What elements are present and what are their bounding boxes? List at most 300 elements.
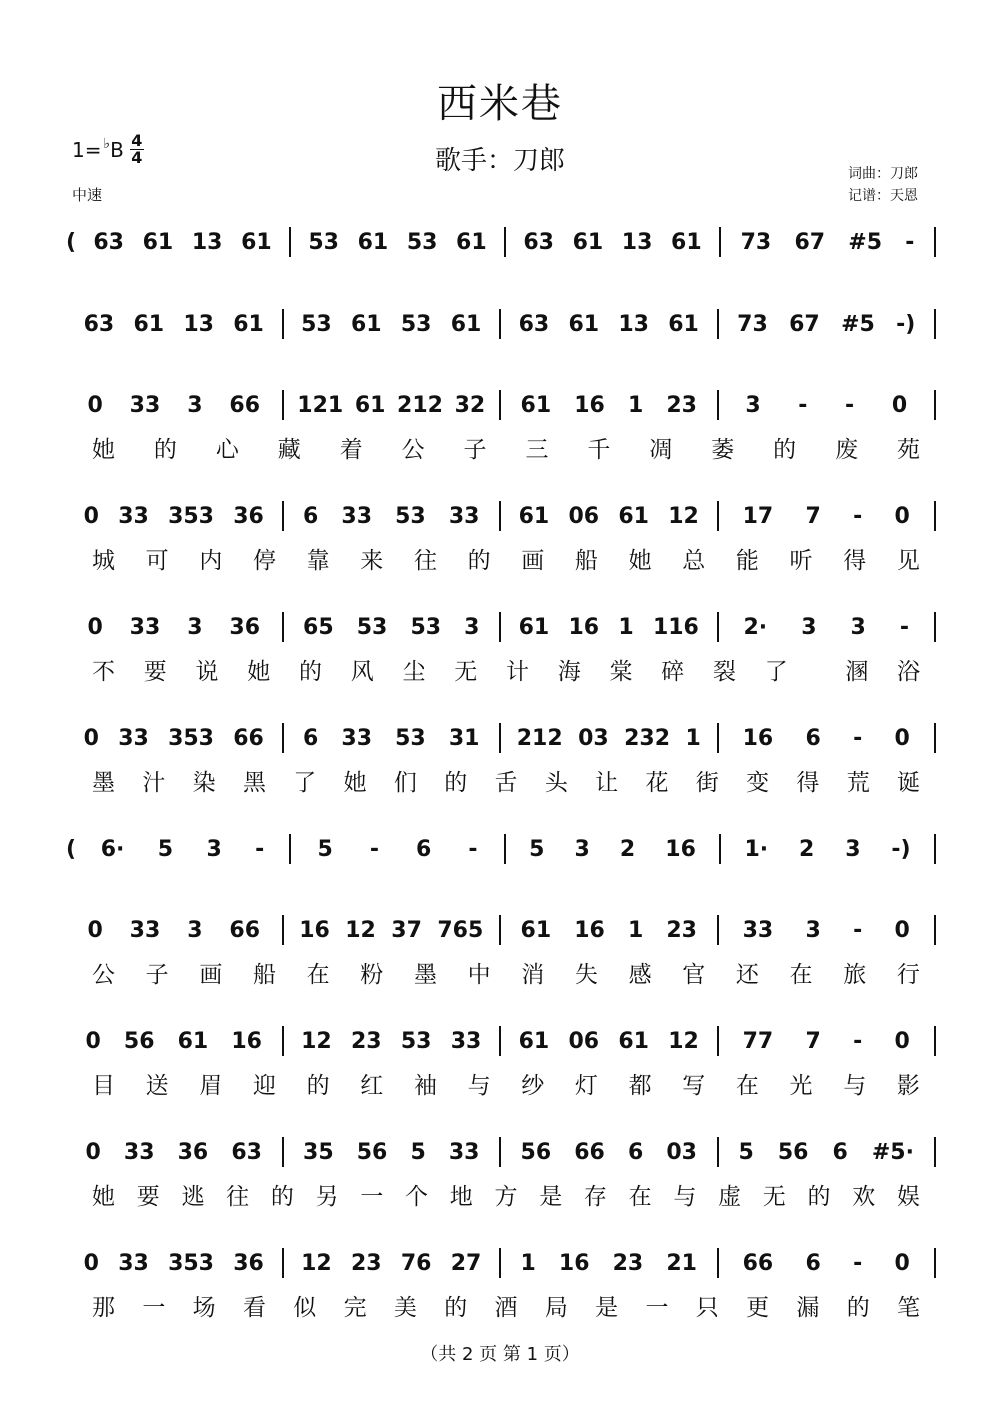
note-group: 7 bbox=[805, 503, 821, 529]
note-group: 53 bbox=[400, 1028, 432, 1054]
note-group: 77 bbox=[742, 1028, 774, 1054]
measure bbox=[501, 304, 717, 344]
lyric-char: 墨 bbox=[92, 770, 115, 796]
note-group: 65 bbox=[303, 614, 334, 640]
lyric-char: 的 bbox=[270, 1184, 294, 1210]
note-group: -) bbox=[896, 311, 916, 337]
key-note: B bbox=[110, 137, 124, 162]
note-group: 13 bbox=[191, 229, 223, 255]
note-group: 6 bbox=[805, 1250, 821, 1276]
note-group: 66 bbox=[574, 1139, 605, 1165]
note-group: 03 bbox=[578, 725, 609, 751]
note-group: 63 bbox=[518, 311, 550, 337]
lyric-char: 听 bbox=[789, 548, 813, 574]
note-group: - bbox=[853, 725, 863, 751]
note-group: 61 bbox=[618, 503, 649, 529]
lyric-char: 个 bbox=[405, 1184, 429, 1210]
note-group: 121 bbox=[297, 392, 344, 418]
flat-sign: ♭ bbox=[103, 135, 111, 152]
lyric-char: 苑 bbox=[896, 437, 920, 463]
barline bbox=[934, 612, 936, 642]
lyric-char: 她 bbox=[343, 770, 367, 796]
note-group: 1 bbox=[685, 725, 701, 751]
barline bbox=[934, 227, 936, 257]
measure bbox=[506, 222, 719, 262]
measure bbox=[719, 1021, 935, 1061]
lyric-char: 官 bbox=[682, 962, 706, 988]
lyric-char: 中 bbox=[467, 962, 491, 988]
measure bbox=[501, 385, 717, 425]
notes-line bbox=[66, 718, 936, 758]
measure bbox=[719, 496, 935, 536]
note-group: 16 bbox=[299, 917, 330, 943]
notes-line bbox=[66, 910, 936, 950]
lyric-char: 往 bbox=[226, 1184, 250, 1210]
note-group: 35 bbox=[303, 1139, 334, 1165]
note-group: 212 bbox=[516, 725, 563, 751]
note-group: 33 bbox=[450, 1028, 482, 1054]
lyric-char: 另 bbox=[315, 1184, 339, 1210]
lyric-char: 笔 bbox=[897, 1295, 920, 1321]
note-group: 765 bbox=[437, 917, 484, 943]
note-group: 3 bbox=[574, 836, 590, 862]
lyric-char: 棠 bbox=[609, 659, 633, 685]
lyric-char: 的 bbox=[773, 437, 797, 463]
note-group: 12 bbox=[345, 917, 376, 943]
note-group: 53 bbox=[400, 311, 432, 337]
lyric-char: 更 bbox=[746, 1295, 770, 1321]
measure bbox=[291, 222, 504, 262]
note-group: 06 bbox=[568, 503, 600, 529]
note-group: 61 bbox=[241, 229, 272, 255]
note-group: 12 bbox=[668, 1028, 699, 1054]
lyric-char: 一 bbox=[645, 1295, 669, 1321]
note-group: 53 bbox=[410, 614, 442, 640]
lyric-char: 美 bbox=[393, 1295, 417, 1321]
lyric-char: 见 bbox=[896, 548, 920, 574]
note-group: 73 bbox=[737, 311, 768, 337]
lyric-char: 似 bbox=[293, 1295, 317, 1321]
score-system bbox=[0, 1021, 1000, 1061]
note-group: 3 bbox=[850, 614, 866, 640]
note-group: 61 bbox=[351, 311, 382, 337]
lyric-char: 的 bbox=[153, 437, 177, 463]
barline bbox=[934, 501, 936, 531]
lyric-char: 船 bbox=[574, 548, 598, 574]
measure bbox=[66, 1243, 282, 1283]
note-group: -) bbox=[891, 836, 911, 862]
lyric-char: 的 bbox=[444, 1295, 468, 1321]
note-group: 33 bbox=[448, 1139, 480, 1165]
note-group: 37 bbox=[391, 917, 422, 943]
lyric-char: 头 bbox=[544, 770, 568, 796]
lyric-char: 只 bbox=[695, 1295, 719, 1321]
lyrics-line bbox=[92, 1178, 920, 1210]
lyric-char: 停 bbox=[252, 548, 276, 574]
lyric-char: 废 bbox=[835, 437, 859, 463]
meter-top: 4 bbox=[131, 131, 143, 150]
measure bbox=[719, 1132, 935, 1172]
note-group: 36 bbox=[233, 503, 264, 529]
lyric-char: 虚 bbox=[718, 1184, 742, 1210]
note-group: 56 bbox=[520, 1139, 552, 1165]
lyric-char: 感 bbox=[628, 962, 652, 988]
note-group: 16 bbox=[665, 836, 696, 862]
note-group: 6 bbox=[627, 1139, 644, 1165]
lyrics-line bbox=[92, 956, 920, 988]
lyric-char: 舌 bbox=[494, 770, 518, 796]
note-group: 63 bbox=[83, 311, 115, 337]
note-group: 0 bbox=[894, 1028, 910, 1054]
meter-bottom: 4 bbox=[131, 148, 143, 167]
lyric-char: 海 bbox=[557, 659, 581, 685]
lyric-char: 画 bbox=[521, 548, 545, 574]
note-group: 6 bbox=[416, 836, 432, 862]
note-group: 12 bbox=[668, 503, 699, 529]
measure bbox=[66, 496, 282, 536]
lyric-char: 目 bbox=[92, 1073, 115, 1099]
measure bbox=[721, 829, 934, 869]
lyric-char: 城 bbox=[92, 548, 115, 574]
note-group: 36 bbox=[229, 614, 261, 640]
note-group: 67 bbox=[789, 311, 820, 337]
note-group: 33 bbox=[118, 1250, 149, 1276]
lyric-char: 碎 bbox=[661, 659, 685, 685]
barline bbox=[934, 834, 936, 864]
score-system bbox=[0, 607, 1000, 647]
note-group: 16 bbox=[231, 1028, 262, 1054]
note-group: 2 bbox=[799, 836, 815, 862]
measure bbox=[66, 385, 282, 425]
lyric-char: 逃 bbox=[181, 1184, 205, 1210]
lyric-char: 在 bbox=[789, 962, 813, 988]
note-group: 73 bbox=[740, 229, 772, 255]
notes-line bbox=[66, 1021, 936, 1061]
note-group: 0 bbox=[83, 725, 99, 751]
lyric-char: 行 bbox=[896, 962, 920, 988]
measure bbox=[721, 222, 934, 262]
note-group: 3 bbox=[464, 614, 480, 640]
note-group: 353 bbox=[168, 1250, 214, 1276]
measure bbox=[284, 1243, 500, 1283]
lyric-char: 子 bbox=[145, 962, 169, 988]
note-group: - bbox=[369, 836, 380, 862]
lyric-char: 她 bbox=[247, 659, 271, 685]
note-group: 33 bbox=[129, 917, 161, 943]
lyric-char: 染 bbox=[192, 770, 216, 796]
lyric-char: 袖 bbox=[413, 1073, 437, 1099]
note-group: 76 bbox=[400, 1250, 432, 1276]
lyric-char: 可 bbox=[145, 548, 169, 574]
lyric-char: 来 bbox=[360, 548, 384, 574]
lyric-char: 她 bbox=[92, 437, 115, 463]
note-group: 66 bbox=[229, 917, 261, 943]
notes-line bbox=[66, 829, 936, 869]
note-group: 232 bbox=[624, 725, 671, 751]
note-group: 0 bbox=[87, 614, 103, 640]
note-group: 53 bbox=[356, 614, 388, 640]
note-group: 5 bbox=[157, 836, 174, 862]
lyric-char: 地 bbox=[449, 1184, 473, 1210]
note-group: 1 bbox=[618, 614, 634, 640]
lyric-char: 无 bbox=[762, 1184, 786, 1210]
measure bbox=[284, 1021, 500, 1061]
lyric-char: 方 bbox=[494, 1184, 518, 1210]
note-group: 0 bbox=[85, 1028, 101, 1054]
note-group: 16 bbox=[574, 392, 605, 418]
note-group: 16 bbox=[742, 725, 774, 751]
measure bbox=[501, 910, 717, 950]
notes-line bbox=[66, 385, 936, 425]
lyric-char: 与 bbox=[843, 1073, 867, 1099]
lyric-char: 画 bbox=[199, 962, 223, 988]
measure bbox=[284, 385, 500, 425]
note-group: 33 bbox=[129, 614, 161, 640]
lyric-char: 公 bbox=[401, 437, 425, 463]
notes-line bbox=[66, 222, 936, 262]
lyric-char: 裂 bbox=[713, 659, 736, 685]
note-group: 53 bbox=[395, 503, 426, 529]
note-group: 0 bbox=[85, 1139, 101, 1165]
measure bbox=[284, 718, 500, 758]
note-group: 61 bbox=[518, 1028, 550, 1054]
note-group: 13 bbox=[183, 311, 214, 337]
note-group: 0 bbox=[83, 1250, 99, 1276]
lyric-char: 心 bbox=[215, 437, 239, 463]
lyric-char: 浴 bbox=[897, 659, 920, 685]
measure bbox=[506, 829, 719, 869]
notes-line bbox=[66, 1243, 936, 1283]
note-group: 61 bbox=[520, 917, 552, 943]
page-footer: （共 2 页 第 1 页） bbox=[420, 1344, 580, 1365]
note-group: 3 bbox=[745, 392, 761, 418]
lyric-char: 一 bbox=[142, 1295, 166, 1321]
measure bbox=[719, 304, 935, 344]
note-group: 23 bbox=[351, 1250, 382, 1276]
note-group: 0 bbox=[894, 725, 910, 751]
note-group: 353 bbox=[168, 725, 214, 751]
note-group: 17 bbox=[742, 503, 774, 529]
note-group: 23 bbox=[666, 917, 697, 943]
lyric-char: 她 bbox=[628, 548, 652, 574]
tempo-marking: 中速 bbox=[72, 186, 103, 204]
note-group: 61 bbox=[233, 311, 264, 337]
lyrics-line bbox=[92, 653, 920, 685]
note-group: 33 bbox=[118, 503, 149, 529]
measure bbox=[501, 718, 717, 758]
score-system bbox=[0, 718, 1000, 758]
key-signature bbox=[72, 133, 144, 166]
lyric-char: 还 bbox=[735, 962, 759, 988]
note-group: 23 bbox=[351, 1028, 382, 1054]
note-group: 12 bbox=[301, 1250, 332, 1276]
note-group: - bbox=[853, 1250, 863, 1276]
song-title: 西米巷 bbox=[437, 81, 563, 127]
note-group: 61 bbox=[518, 503, 550, 529]
lyric-char: 灯 bbox=[574, 1073, 598, 1099]
note-group: 61 bbox=[671, 229, 702, 255]
lyric-char: 与 bbox=[673, 1184, 697, 1210]
notes-line bbox=[66, 607, 936, 647]
measure bbox=[501, 1132, 717, 1172]
note-group: 61 bbox=[568, 311, 600, 337]
lyric-char: 与 bbox=[467, 1073, 491, 1099]
key-prefix: 1= bbox=[72, 137, 102, 162]
measure bbox=[66, 910, 282, 950]
measure bbox=[284, 304, 500, 344]
note-group: 61 bbox=[142, 229, 174, 255]
lyric-char: 欢 bbox=[852, 1184, 876, 1210]
note-group: 3 bbox=[845, 836, 861, 862]
note-group: 67 bbox=[794, 229, 826, 255]
lyric-char: 是 bbox=[595, 1295, 619, 1321]
measure bbox=[719, 910, 935, 950]
note-group: 33 bbox=[742, 917, 774, 943]
note-group: 1 bbox=[520, 1250, 536, 1276]
lyric-char: 在 bbox=[306, 962, 330, 988]
lyric-char: 得 bbox=[796, 770, 820, 796]
note-group: 6 bbox=[303, 725, 319, 751]
note-group: 33 bbox=[129, 392, 161, 418]
note-group: 03 bbox=[666, 1139, 697, 1165]
measure bbox=[501, 607, 717, 647]
note-group: 5 bbox=[529, 836, 545, 862]
note-group: 33 bbox=[448, 503, 480, 529]
note-group: 1 bbox=[627, 917, 644, 943]
score-system bbox=[0, 910, 1000, 950]
note-group: 61 bbox=[520, 392, 552, 418]
note-group: - bbox=[905, 229, 915, 255]
notes-line bbox=[66, 1132, 936, 1172]
lyric-char: 酒 bbox=[494, 1295, 518, 1321]
note-group: 0 bbox=[891, 392, 908, 418]
lyric-char: 变 bbox=[746, 770, 770, 796]
note-group: 32 bbox=[454, 392, 486, 418]
lyric-char: 她 bbox=[92, 1184, 115, 1210]
open-paren: ( bbox=[66, 836, 77, 862]
lyric-char: 影 bbox=[896, 1073, 920, 1099]
lyric-char: 溷 bbox=[845, 659, 869, 685]
note-group: 53 bbox=[406, 229, 438, 255]
lyric-char: 存 bbox=[583, 1184, 607, 1210]
note-group: 23 bbox=[666, 392, 697, 418]
lyric-char: 红 bbox=[360, 1073, 384, 1099]
note-group: - bbox=[798, 392, 808, 418]
lyric-char: 漏 bbox=[796, 1295, 820, 1321]
lyric-char: 要 bbox=[143, 659, 167, 685]
note-group: #5 bbox=[848, 229, 883, 255]
lyric-char: 汁 bbox=[142, 770, 166, 796]
note-group: 12 bbox=[301, 1028, 332, 1054]
lyric-char: 往 bbox=[413, 548, 437, 574]
lyric-char: 局 bbox=[544, 1295, 568, 1321]
measure bbox=[501, 496, 717, 536]
note-group: - bbox=[853, 503, 863, 529]
lyrics-line bbox=[92, 542, 920, 574]
note-group: 56 bbox=[777, 1139, 809, 1165]
lyric-char: 在 bbox=[735, 1073, 759, 1099]
lyrics-line bbox=[92, 1067, 920, 1099]
measure bbox=[719, 385, 935, 425]
note-group: 66 bbox=[229, 392, 261, 418]
note-group: 1 bbox=[627, 392, 644, 418]
note-group: 31 bbox=[448, 725, 480, 751]
barline bbox=[934, 309, 936, 339]
lyrics-line bbox=[92, 1289, 920, 1321]
lyric-char: 能 bbox=[735, 548, 759, 574]
lyric-char: 的 bbox=[306, 1073, 330, 1099]
note-group: 33 bbox=[118, 725, 149, 751]
lyric-char: 凋 bbox=[649, 437, 673, 463]
lyric-char: 失 bbox=[574, 962, 598, 988]
note-group: 36 bbox=[233, 1250, 264, 1276]
measure bbox=[284, 1132, 500, 1172]
score-system bbox=[0, 496, 1000, 536]
measure bbox=[66, 1132, 282, 1172]
lyric-char: 的 bbox=[846, 1295, 870, 1321]
measure bbox=[501, 1021, 717, 1061]
lyric-char: 粉 bbox=[360, 962, 384, 988]
lyric-char: 公 bbox=[92, 962, 115, 988]
credit-notation: 记谱：天恩 bbox=[848, 188, 918, 204]
lyric-char: 三 bbox=[525, 437, 549, 463]
note-group: 5 bbox=[410, 1139, 426, 1165]
note-group: 13 bbox=[621, 229, 653, 255]
note-group: 2· bbox=[743, 614, 768, 640]
note-group: 5 bbox=[738, 1139, 754, 1165]
note-group: 0 bbox=[83, 503, 99, 529]
note-group: 6· bbox=[100, 836, 125, 862]
lyric-char: 黑 bbox=[242, 770, 266, 796]
lyric-char: 旅 bbox=[843, 962, 867, 988]
lyric-char: 藏 bbox=[277, 437, 301, 463]
note-group: 63 bbox=[231, 1139, 262, 1165]
lyric-char: 街 bbox=[695, 770, 719, 796]
measure bbox=[719, 718, 935, 758]
note-group: 61 bbox=[450, 311, 482, 337]
barline bbox=[934, 915, 936, 945]
note-group: 3 bbox=[801, 614, 817, 640]
note-group: 21 bbox=[666, 1250, 697, 1276]
note-group: 56 bbox=[123, 1028, 155, 1054]
note-group: 0 bbox=[87, 917, 103, 943]
lyrics-line bbox=[92, 764, 920, 796]
lyric-char: 尘 bbox=[402, 659, 426, 685]
note-group: - bbox=[845, 392, 855, 418]
note-group: 2 bbox=[619, 836, 636, 862]
open-paren: ( bbox=[66, 229, 77, 255]
notes-line bbox=[66, 304, 936, 344]
lyric-char: 完 bbox=[343, 1295, 367, 1321]
lyrics-line bbox=[92, 431, 920, 463]
lyric-char: 萎 bbox=[711, 437, 735, 463]
lyric-char: 计 bbox=[506, 659, 529, 685]
note-group: - bbox=[853, 1028, 863, 1054]
lyric-char: 送 bbox=[145, 1073, 169, 1099]
lyric-char: 是 bbox=[539, 1184, 563, 1210]
note-group: 61 bbox=[177, 1028, 209, 1054]
note-group: 3 bbox=[805, 917, 821, 943]
note-group: 6 bbox=[832, 1139, 848, 1165]
note-group: 7 bbox=[805, 1028, 821, 1054]
lyric-char: 要 bbox=[136, 1184, 160, 1210]
note-group: 33 bbox=[341, 725, 373, 751]
barline bbox=[934, 390, 936, 420]
score-system bbox=[0, 1243, 1000, 1283]
note-group: #5 bbox=[841, 311, 875, 337]
lyric-char: 墨 bbox=[413, 962, 437, 988]
note-group: 53 bbox=[308, 229, 339, 255]
